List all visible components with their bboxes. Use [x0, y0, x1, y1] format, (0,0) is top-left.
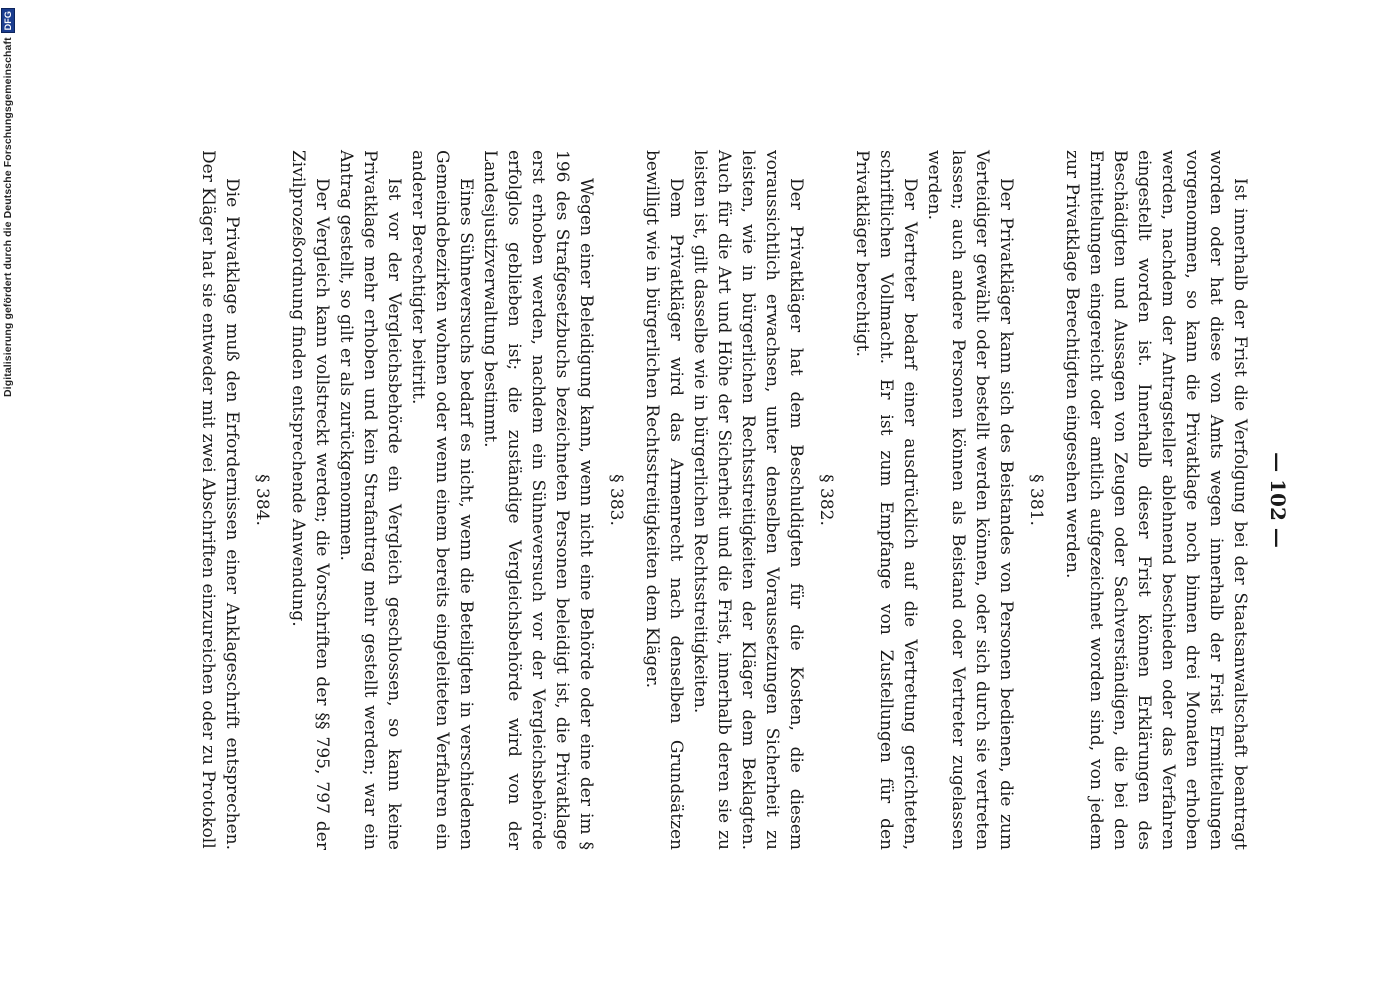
section-heading: § 383.	[606, 474, 626, 526]
section-383	[286, 150, 628, 850]
scanned-page	[100, 150, 1300, 850]
credit-text-row	[1, 8, 15, 992]
page-number: — 102 —	[1266, 452, 1290, 548]
rotated-page-area	[100, 150, 1300, 850]
section-heading: § 382.	[816, 474, 836, 526]
paragraph: Der Privatkläger kann sich des Beistandes von Personen bedienen, die zum Verteidiger gewählt oder bestellt werden können, oder sich durch sie vertreten lassen; auch andere Personen können als Beistand oder Vertreter zugelassen werden.	[924, 150, 1016, 850]
credit-text: Digitalisierung gefördert durch die Deutsche Forschungsgemeinschaft	[2, 37, 14, 397]
paragraph: Ist vor der Vergleichsbehörde ein Vergleich geschlossen, so kann keine Privatklage mehr erhoben und kein Strafantrag mehr gestellt werden; war ein Antrag gestellt, so gilt er als zurückgenommen.	[336, 150, 404, 850]
paragraph: Dem Privatkläger wird das Armenrecht nach denselben Grundsätzen bewilligt wie in bürgerlichen Rechtsstreitigkeiten dem Kläger.	[642, 150, 686, 850]
section-heading: § 381.	[1026, 474, 1046, 526]
section-continuation	[1060, 150, 1252, 850]
paragraph: Die Privatklage muß den Erfordernissen einer Anklageschrift entsprechen. Der Kläger hat sie entweder mit zwei Abschriften einzureichen oder zu Protokoll	[198, 150, 242, 850]
paragraph: Eines Sühneversuchs bedarf es nicht, wenn die Beteiligten in verschiedenen Gemeindebezirken wohnen oder wenn einem bereits eingeleiteten Verfahren ein anderer Berechtigter beitritt.	[408, 150, 476, 850]
digitization-credit	[1, 8, 15, 992]
paragraph: Der Privatkläger hat dem Beschuldigten für die Kosten, die diesem voraussichtlich erwachsen, unter denselben Voraussetzungen Sicherheit zu leisten, wie in bürgerlichen Rechtsstreitigkeiten der Kläger dem Beklagten. Auch für die Art und Höhe der Sicherheit und die Frist, innerhalb deren sie zu leisten ist, gilt dasselbe wie in bürgerlichen Rechtsstreitigkeiten.	[690, 150, 806, 850]
paragraph: Der Vergleich kann vollstreckt werden; die Vorschriften der §§ 795, 797 der Zivilprozeßordnung finden entsprechende Anwendung.	[288, 150, 332, 850]
paragraph: Wegen einer Beleidigung kann, wenn nicht eine Behörde oder eine der im § 196 des Strafgesetzbuchs bezeichneten Personen beleidigt ist, die Privatklage erst erhoben werden, nachdem ein Sühneversuch vor der Vergleichsbehörde erfolglos geblieben ist; die zuständige Vergleichsbehörde wird von der Landesjustizverwaltung bestimmt.	[480, 150, 596, 850]
paragraph: Der Vertreter bedarf einer ausdrücklich auf die Vertretung gerichteten, schriftlichen Vollmacht. Er ist zum Empfange von Zustellungen für den Privatkläger berechtigt.	[852, 150, 920, 850]
section-heading: § 384.	[252, 474, 272, 526]
section-381	[850, 150, 1048, 850]
dfg-logo: DFG	[1, 8, 15, 33]
page-body	[90, 150, 1290, 850]
section-382	[640, 150, 838, 850]
paragraph: Ist innerhalb der Frist die Verfolgung bei der Staatsanwaltschaft beantragt worden oder hat diese von Amts wegen innerhalb der Frist Ermittelungen vorgenommen, so kann die Privatklage noch binnen drei Monaten erhoben werden, nachdem der Antragsteller ablehnend beschieden oder das Verfahren eingestellt worden ist. Innerhalb dieser Frist können Erklärungen des Beschädigten und Aussagen von Zeugen oder Sachverständigen, die bei den Ermittelungen eingereicht oder amtlich aufgezeichnet worden sind, von jedem zur Privatklage Berechtigten eingesehen werden.	[1062, 150, 1250, 850]
section-384	[196, 150, 274, 850]
